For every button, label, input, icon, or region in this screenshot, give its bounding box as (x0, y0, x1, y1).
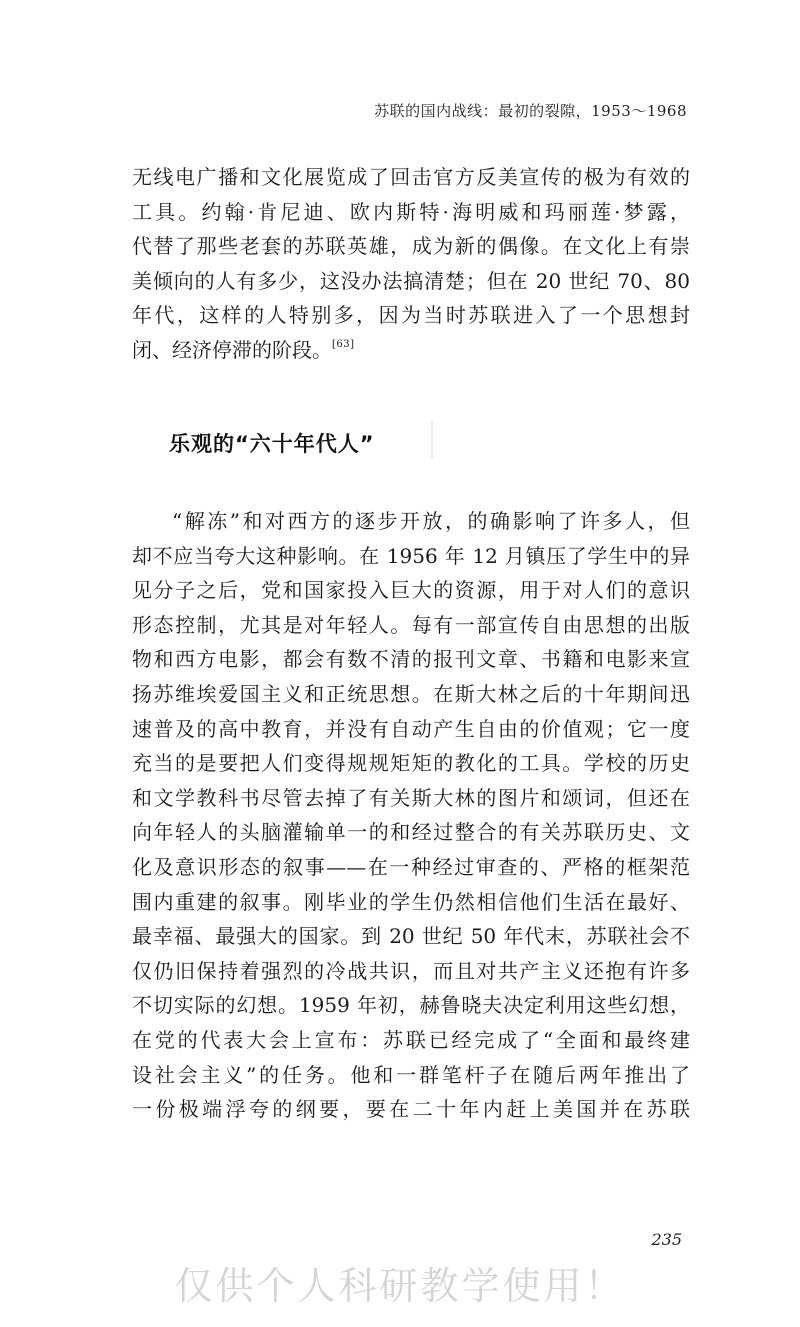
footnote-reference: [63] (332, 338, 355, 350)
text-line: 在党的代表大会上宣布：苏联已经完成了“全面和最终建 (132, 1027, 690, 1052)
text-line: 代替了那些老套的苏联英雄，成为新的偶像。在文化上有崇 (132, 234, 690, 259)
text-line: 和文学教科书尽管去掉了有关斯大林的图片和颂词，但还在 (132, 785, 690, 810)
text-line: 美倾向的人有多少，这没办法搞清楚；但在 20 世纪 70、80 (132, 268, 690, 293)
text-line: 设社会主义”的任务。他和一群笔杆子在随后两年推出了 (132, 1062, 690, 1087)
text-line: 扬苏维埃爱国主义和正统思想。在斯大林之后的十年期间迅 (132, 681, 690, 706)
paragraph-2 (132, 504, 690, 1127)
text-line: 速普及的高中教育，并没有自动产生自由的价值观；它一度 (132, 716, 690, 741)
text-line: 仅仍旧保持着强烈的冷战共识，而且对共产主义还抱有许多 (132, 958, 690, 983)
text-line: 不切实际的幻想。1959 年初，赫鲁晓夫决定利用这些幻想， (132, 993, 690, 1018)
paragraph-1 (132, 160, 690, 368)
text-line: “解冻”和对西方的逐步开放，的确影响了许多人，但 (172, 509, 690, 533)
text-line-content: 闭、经济停滞的阶段。 (132, 337, 332, 362)
section-heading: 乐观的“六十年代人” (169, 432, 375, 456)
text-line: 年代，这样的人特别多，因为当时苏联进入了一个思想封 (132, 303, 690, 328)
text-line: 工具。约翰·肯尼迪、欧内斯特·海明威和玛丽莲·梦露， (132, 199, 690, 224)
text-line: 形态控制，尤其是对年轻人。每有一部宣传自由思想的出版 (132, 612, 690, 637)
text-line: 无线电广播和文化展览成了回击官方反美宣传的极为有效的 (132, 165, 690, 189)
text-line: 物和西方电影，都会有数不清的报刊文章、书籍和电影来宣 (132, 647, 690, 672)
scan-artifact (431, 420, 433, 458)
running-header: 苏联的国内战线：最初的裂隙，1953～1968 (374, 102, 687, 120)
page-number: 235 (651, 1230, 682, 1249)
text-line: 向年轻人的头脑灌输单一的和经过整合的有关苏联历史、文 (132, 820, 690, 845)
text-line: 见分子之后，党和国家投入巨大的资源，用于对人们的意识 (132, 578, 690, 603)
text-line: 围内重建的叙事。刚毕业的学生仍然相信他们生活在最好、 (132, 889, 690, 914)
text-line: 一份极端浮夸的纲要，要在二十年内赶上美国并在苏联 (132, 1097, 690, 1122)
text-line-last (132, 333, 690, 368)
text-line: 最幸福、最强大的国家。到 20 世纪 50 年代末，苏联社会不 (132, 924, 690, 949)
text-line: 充当的是要把人们变得规规矩矩的教化的工具。学校的历史 (132, 751, 690, 776)
watermark: 仅供个人科研教学使用！ (174, 1264, 626, 1308)
text-line: 却不应当夸大这种影响。在 1956 年 12 月镇压了学生中的异 (132, 543, 690, 568)
text-line: 化及意识形态的叙事——在一种经过审查的、严格的框架范 (132, 854, 690, 879)
